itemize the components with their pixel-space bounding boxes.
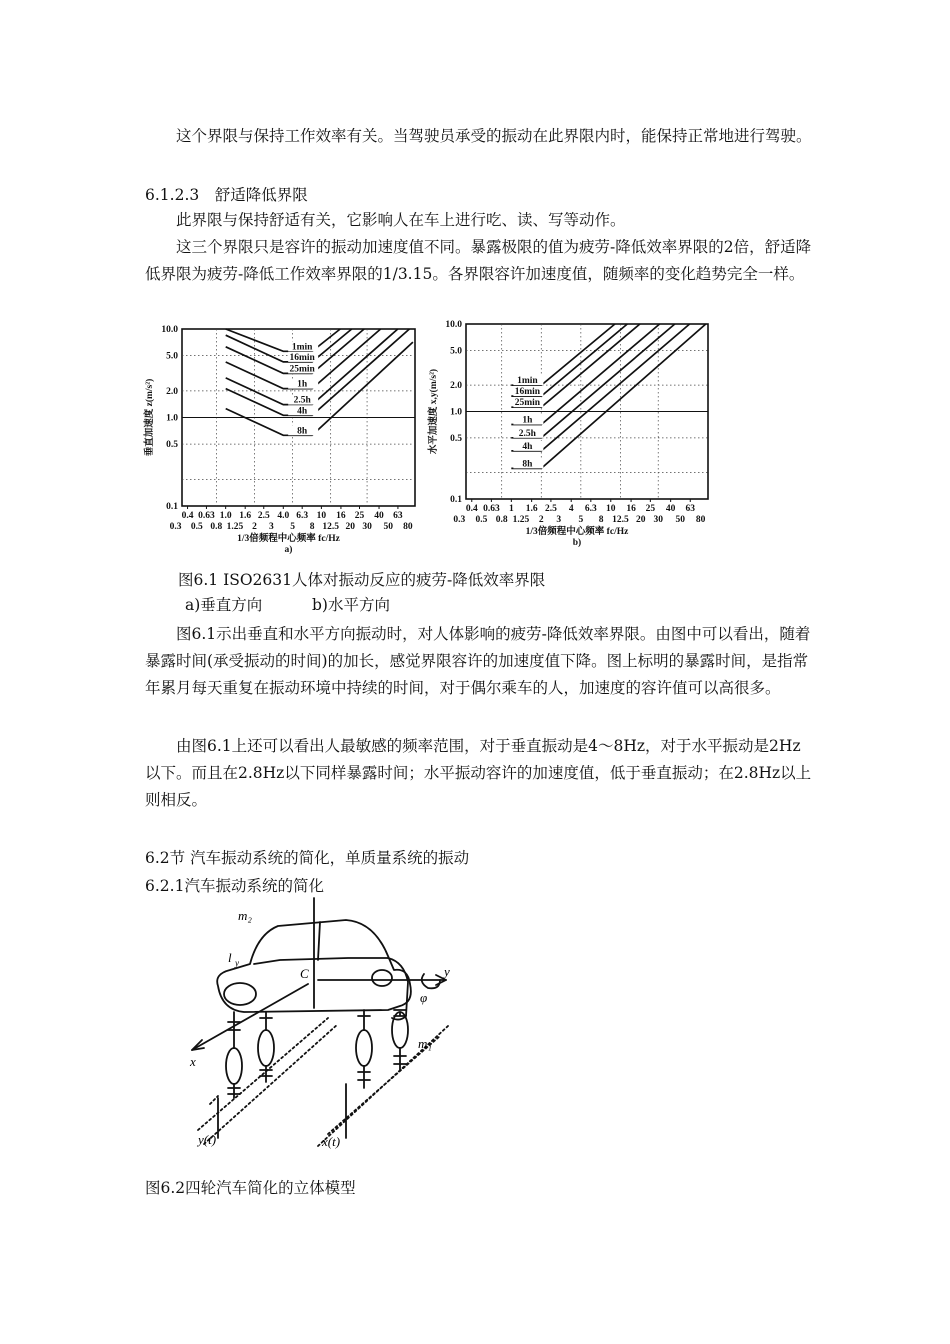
paragraph-fig61-explanation: 图6.1示出垂直和水平方向振动时，对人体影响的疲劳-降低效率界限。由图中可以看出，随着暴露时间(承受振动的时间)的加长，感觉界限容许的加速度值下降。图上标明的暴露时间，是指常年累月每天重复在振动环境中持续的时间，对于偶尔乘车的人，加速度的容许值可以高很多。	[145, 625, 811, 697]
series-label-16min: 16min	[289, 352, 315, 363]
label-ly: l	[228, 950, 232, 965]
x-axis-line	[192, 984, 308, 1050]
label-x-axis: x	[190, 1054, 196, 1069]
figure-6-1-subcaption-a: a)垂直方向	[185, 596, 263, 614]
x-tick-label-top: 16	[336, 511, 346, 521]
wheel-front-right	[258, 1030, 274, 1066]
series-label-4h: 4h	[297, 406, 308, 417]
y-tick-label: 0.1	[450, 495, 462, 505]
x-tick-label-top: 1.6	[239, 511, 252, 521]
x-tick-label-top: 63	[393, 511, 403, 521]
x-tick-label-bottom: 30	[653, 515, 663, 525]
car-headlight-right	[372, 970, 392, 986]
x-tick-label-top: 4	[568, 504, 574, 514]
figure-6-2-caption: 图6.2四轮汽车简化的立体模型	[145, 1179, 356, 1197]
x-tick-label-bottom: 8	[598, 515, 604, 525]
series-label-1h: 1h	[522, 415, 533, 426]
chart-horizontal-vibration	[430, 316, 715, 560]
x-tick-label-top: 0.63	[198, 511, 215, 521]
suspension-strut-1	[228, 1012, 240, 1098]
series-label-8h: 8h	[522, 459, 533, 470]
series-line-1min	[226, 329, 341, 351]
x-tick-label-top: 25	[645, 504, 656, 514]
y-tick-label: 2.0	[450, 381, 462, 392]
x-tick-label-top: 25	[354, 511, 365, 521]
four-wheel-car-model-diagram	[178, 898, 468, 1156]
x-tick-label-bottom: 5	[578, 515, 584, 525]
x-tick-label-bottom: 2	[252, 522, 257, 532]
x-tick-label-bottom: 8	[309, 522, 315, 532]
x-tick-label-bottom: 0.8	[495, 515, 508, 525]
wheel-front-left	[226, 1048, 242, 1084]
x-tick-label-top: 4.0	[277, 511, 290, 521]
label-xt: x(t)	[322, 1134, 341, 1149]
x-tick-label-bottom: 12.5	[612, 515, 629, 525]
x-tick-label-bottom: 0.5	[475, 515, 488, 525]
x-tick-label-top: 1.0	[219, 511, 232, 521]
series-label-4h: 4h	[522, 441, 533, 452]
y-tick-label: 10.0	[161, 325, 178, 335]
x-tick-label-bottom: 0.8	[210, 522, 223, 532]
figure-6-1-subcaption-b: b)水平方向	[312, 596, 390, 614]
x-tick-label-top: 40	[665, 504, 676, 514]
x-tick-label-bottom: 50	[675, 515, 686, 525]
y-tick-label: 5.0	[450, 346, 462, 357]
wheel-rear-left	[356, 1030, 372, 1066]
x-tick-label-bottom: 0.3	[453, 515, 466, 525]
x-tick-label-top: 40	[374, 511, 384, 521]
chart-panel-label: b)	[572, 538, 582, 548]
x-tick-label-top: 6.3	[584, 504, 597, 514]
x-tick-label-bottom: 20	[345, 522, 355, 532]
x-tick-label-top: 1.6	[525, 504, 538, 514]
figure-6-1-caption: 图6.1 ISO2631人体对振动反应的疲劳-降低效率界限	[178, 571, 546, 589]
label-y-axis: y	[444, 964, 450, 979]
x-tick-label-bottom: 5	[290, 522, 295, 532]
series-label-2.5h: 2.5h	[293, 395, 311, 406]
x-tick-label-bottom: 0.3	[169, 522, 182, 532]
chart-vertical-vibration	[145, 320, 425, 560]
x-tick-label-bottom: 1.25	[226, 522, 244, 532]
y-axis-label: 水平加速度 x,y(m/s²)	[429, 368, 439, 455]
y-tick-label: 0.1	[166, 502, 178, 512]
wheel-rear-right	[392, 1012, 408, 1048]
car-window-divider	[318, 922, 320, 960]
x-tick-label-top: 63	[685, 504, 696, 514]
label-yt: y(t)	[198, 1132, 217, 1147]
x-tick-label-top: 16	[626, 504, 636, 514]
x-tick-label-bottom: 30	[362, 522, 372, 532]
y-axis-label: 垂直加速度 z(m/s²)	[145, 378, 155, 457]
series-label-1min: 1min	[517, 376, 538, 387]
x-axis-label: 1/3倍频程中心频率 fc/Hz	[237, 534, 340, 544]
x-tick-label-bottom: 12.5	[322, 522, 339, 532]
section-6-1-2-3-heading: 6.1.2.3 舒适降低界限	[145, 186, 308, 204]
road-profile-left	[198, 1018, 338, 1144]
series-label-1min: 1min	[291, 342, 313, 353]
y-tick-label: 1.0	[450, 407, 462, 418]
x-tick-label-top: 0.63	[483, 504, 500, 514]
x-tick-label-top: 2.5	[257, 511, 270, 521]
y-tick-label: 2.0	[166, 386, 178, 397]
series-label-25min: 25min	[514, 398, 541, 409]
section-6-2-1-heading: 6.2.1汽车振动系统的简化	[145, 877, 324, 895]
paragraph-comfort-limit: 此界限与保持舒适有关，它影响人在车上进行吃、读、写等动作。	[176, 211, 626, 229]
y-tick-label: 1.0	[166, 413, 178, 424]
y-tick-label: 5.0	[166, 351, 178, 362]
x-tick-label-bottom: 0.5	[190, 522, 203, 532]
series-label-2.5h: 2.5h	[518, 428, 536, 439]
x-tick-label-bottom: 3	[268, 522, 274, 532]
y-tick-label: 0.5	[450, 433, 462, 444]
car-roof-line	[254, 958, 388, 964]
paragraph-three-limits: 这三个界限只是容许的振动加速度值不同。暴露极限的值为疲劳-降低效率界限的2倍，舒适降低界限为疲劳-降低工作效率界限的1/3.15。各界限容许加速度值，随频率的变化趋势完全一样。	[145, 238, 812, 283]
series-label-25min: 25min	[289, 364, 315, 375]
car-headlight-left	[224, 983, 256, 1005]
x-tick-label-bottom: 2	[538, 515, 544, 525]
x-axis-label: 1/3倍频程中心频率 fc/Hz	[525, 527, 629, 537]
paragraph-sensitive-frequency: 由图6.1上还可以看出人最敏感的频率范围，对于垂直振动是4～8Hz，对于水平振动是2Hz以下。而且在2.8Hz以下同样暴露时间；水平振动容许的加速度值，低于垂直振动；在2.8Hz以上则相反。	[145, 737, 812, 809]
section-6-2-heading: 6.2节 汽车振动系统的简化，单质量系统的振动	[145, 849, 470, 867]
x-tick-label-bottom: 1.25	[512, 515, 530, 525]
x-tick-label-top: 0.4	[465, 504, 478, 514]
x-tick-label-top: 10	[316, 511, 327, 521]
x-tick-label-bottom: 20	[635, 515, 646, 525]
x-tick-label-top: 10	[606, 504, 616, 514]
y-tick-label: 0.5	[166, 440, 178, 451]
x-tick-label-bottom: 3	[556, 515, 562, 525]
paragraph-work-efficiency: 这个界限与保持工作效率有关。当驾驶员承受的振动在此界限内时，能保持正常地进行驾驶。	[176, 127, 812, 145]
label-m2: m₂	[238, 908, 252, 923]
series-label-8h: 8h	[297, 426, 308, 437]
chart-panel-label: a)	[284, 545, 293, 555]
series-line-1h	[511, 324, 659, 425]
y-tick-label: 10.0	[445, 320, 462, 330]
series-label-16min: 16min	[514, 387, 541, 398]
x-tick-label-top: 0.4	[181, 511, 194, 521]
suspension-strut-3	[358, 1010, 370, 1088]
x-tick-label-bottom: 50	[383, 522, 394, 532]
label-ly-subscript: y	[235, 958, 239, 968]
series-label-1h: 1h	[297, 379, 308, 390]
x-tick-label-top: 1	[508, 504, 514, 514]
label-phi: φ	[420, 990, 428, 1005]
x-tick-label-top: 6.3	[296, 511, 309, 521]
x-tick-label-top: 2.5	[544, 504, 557, 514]
x-tick-label-bottom: 80	[403, 522, 413, 532]
x-tick-label-bottom: 80	[695, 515, 706, 525]
label-center-c: C	[300, 966, 309, 981]
label-m1: m₁	[418, 1036, 432, 1051]
